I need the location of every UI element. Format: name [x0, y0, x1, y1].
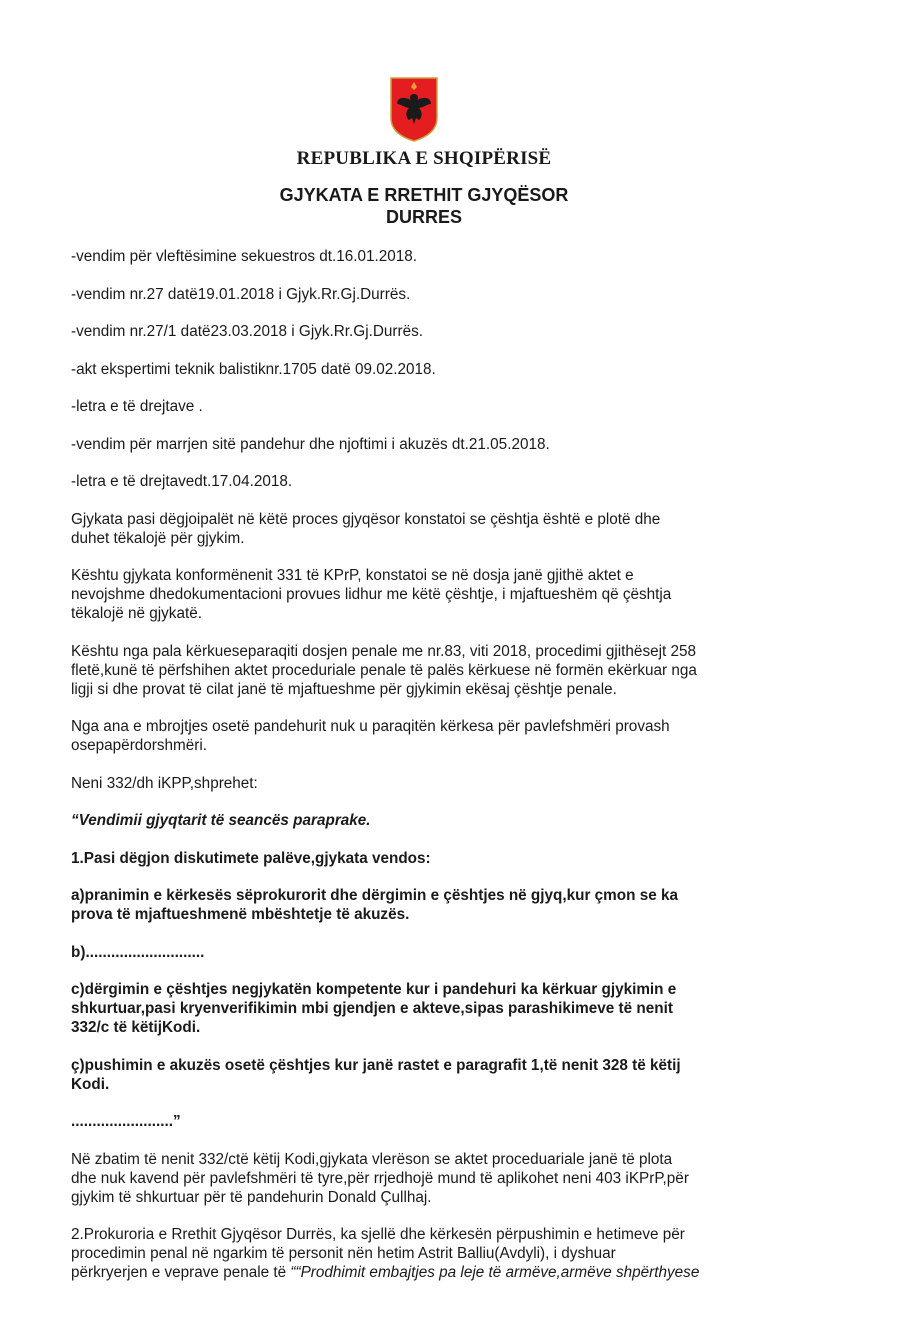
albanian-coat-of-arms-icon: [389, 74, 439, 142]
paragraph: [71, 566, 811, 623]
paragraph: [71, 1150, 811, 1207]
list-item: -akt ekspertimi teknik balistiknr.1705 datë 09.02.2018.: [71, 360, 436, 378]
paragraph: [71, 642, 811, 699]
paragraph-text: përkryerjen e veprave penale të: [71, 1264, 291, 1281]
paragraph: [71, 811, 811, 830]
list-item: -vendim për marrjen sitë pandehur dhe njoftimi i akuzës dt.21.05.2018.: [71, 435, 550, 453]
paragraph-line: procedimin penal në ngarkim të personit nën hetim Astrit Balliu(Avdyli), i dyshuar: [71, 1245, 616, 1262]
paragraph: [71, 510, 811, 548]
paragraph: [71, 886, 811, 924]
list-item: -vendim nr.27/1 datë23.03.2018 i Gjyk.Rr.Gj.Durrës.: [71, 323, 423, 340]
document-list: [71, 247, 811, 491]
list-item: -vendim për vleftësimine sekuestros dt.16.01.2018.: [71, 248, 418, 265]
paragraph-line: [71, 1263, 811, 1282]
paragraph-line: a)pranimin e kërkesës sëprokurorit dhe dërgimin e çështjes në gjyq,kur çmon se ka: [71, 887, 679, 904]
paragraph: [71, 1112, 811, 1131]
paragraph-line: Kështu nga pala kërkueseparaqiti dosjen penale me nr.83, viti 2018, procedimi gjithësejt 258: [71, 642, 697, 660]
paragraph-line: Neni 332/dh iKPP,shprehet:: [71, 774, 258, 792]
paragraph-line: tëkalojë në gjykatë.: [71, 605, 202, 622]
document-body: [71, 247, 811, 1301]
paragraph-line: fletë,kunë të përfshihen aktet proceduriale penale të palës kërkuese në formën ekërkuar nga: [71, 661, 697, 679]
paragraph-line: shkurtuar,pasi kryenverifikimin mbi gjendjen e akteve,sipas parashikimeve të nenit: [71, 1000, 673, 1017]
document-paragraphs: [71, 510, 811, 1207]
court-title: [71, 184, 777, 228]
paragraph: [71, 943, 811, 962]
paragraph-line: Nga ana e mbrojtjes osetë pandehurit nuk u paraqitën kërkesa për pavlefshmëri provash: [71, 718, 670, 735]
paragraph: [71, 1056, 811, 1094]
paragraph-line: osepapërdorshmëri.: [71, 737, 208, 754]
paragraph-line: ........................”: [71, 1113, 181, 1130]
quoted-offense-text: ““Prodhimit embajtjes pa leje të armëve,armëve shpërthyese: [290, 1264, 700, 1281]
paragraph: [71, 980, 811, 1037]
paragraph-line: Në zbatim të nenit 332/ctë këtij Kodi,gjykata vlerëson se aktet proceduariale janë të plota: [71, 1150, 673, 1168]
paragraph: [71, 774, 811, 793]
paragraph-line: dhe nuk kavend për pavlefshmëri të tyre,për rrjedhojë mund të aplikohet neni 403 iKPrP,për: [71, 1169, 689, 1187]
paragraph-line: ç)pushimin e akuzës osetë çështjes kur janë rastet e paragrafit 1,të nenit 328 të këtij: [71, 1056, 681, 1074]
paragraph-line: 332/c të këtijKodi.: [71, 1019, 201, 1036]
paragraph-line: Kështu gjykata konformënenit 331 të KPrP, konstatoi se në dosja janë gjithë aktet e: [71, 567, 634, 584]
paragraph-line: 1.Pasi dëgjon diskutimete palëve,gjykata vendos:: [71, 849, 431, 867]
paragraph-line: 2.Prokuroria e Rrethit Gjyqësor Durrës, ka sjellë dhe kërkesën përpushimin e hetimeve për: [71, 1226, 685, 1243]
paragraph-line: Gjykata pasi dëgjoipalët në këtë proces gjyqësor konstatoi se çështja është e plotë dhe: [71, 510, 661, 528]
country-title: REPUBLIKA E SHQIPËRISË: [296, 148, 552, 169]
list-item: -letra e të drejtave .: [71, 398, 203, 415]
paragraph-line: gjykim të shkurtuar për të pandehurin Donald Çullhaj.: [71, 1188, 432, 1206]
paragraph-line: c)dërgimin e çështjes negjykatën kompetente kur i pandehuri ka kërkuar gjykimin e: [71, 981, 677, 998]
paragraph-line: duhet tëkalojë për gjykim.: [71, 529, 245, 547]
paragraph-prokuroria: [71, 1225, 811, 1282]
paragraph-line: Kodi.: [71, 1075, 110, 1093]
court-name: GJYKATA E RRETHIT GJYQËSOR: [279, 185, 569, 205]
paragraph: [71, 849, 811, 868]
paragraph-line: “Vendimii gjyqtarit të seancës paraprake.: [71, 812, 371, 829]
paragraph-line: b)............................: [71, 943, 205, 961]
paragraph-line: prova të mjaftueshmenë mbështetje të akuzës.: [71, 906, 410, 923]
court-city: DURRES: [385, 207, 462, 227]
paragraph-line: nevojshme dhedokumentacioni provues lidhur me këtë çështje, i mjaftueshëm që çështja: [71, 586, 672, 603]
list-item: -vendim nr.27 datë19.01.2018 i Gjyk.Rr.Gj.Durrës.: [71, 285, 411, 303]
list-item: -letra e të drejtavedt.17.04.2018.: [71, 473, 293, 490]
paragraph: [71, 717, 811, 755]
paragraph-line: ligji si dhe provat të cilat janë të mjaftueshme për gjykimin ekësaj çështje penale.: [71, 680, 617, 698]
